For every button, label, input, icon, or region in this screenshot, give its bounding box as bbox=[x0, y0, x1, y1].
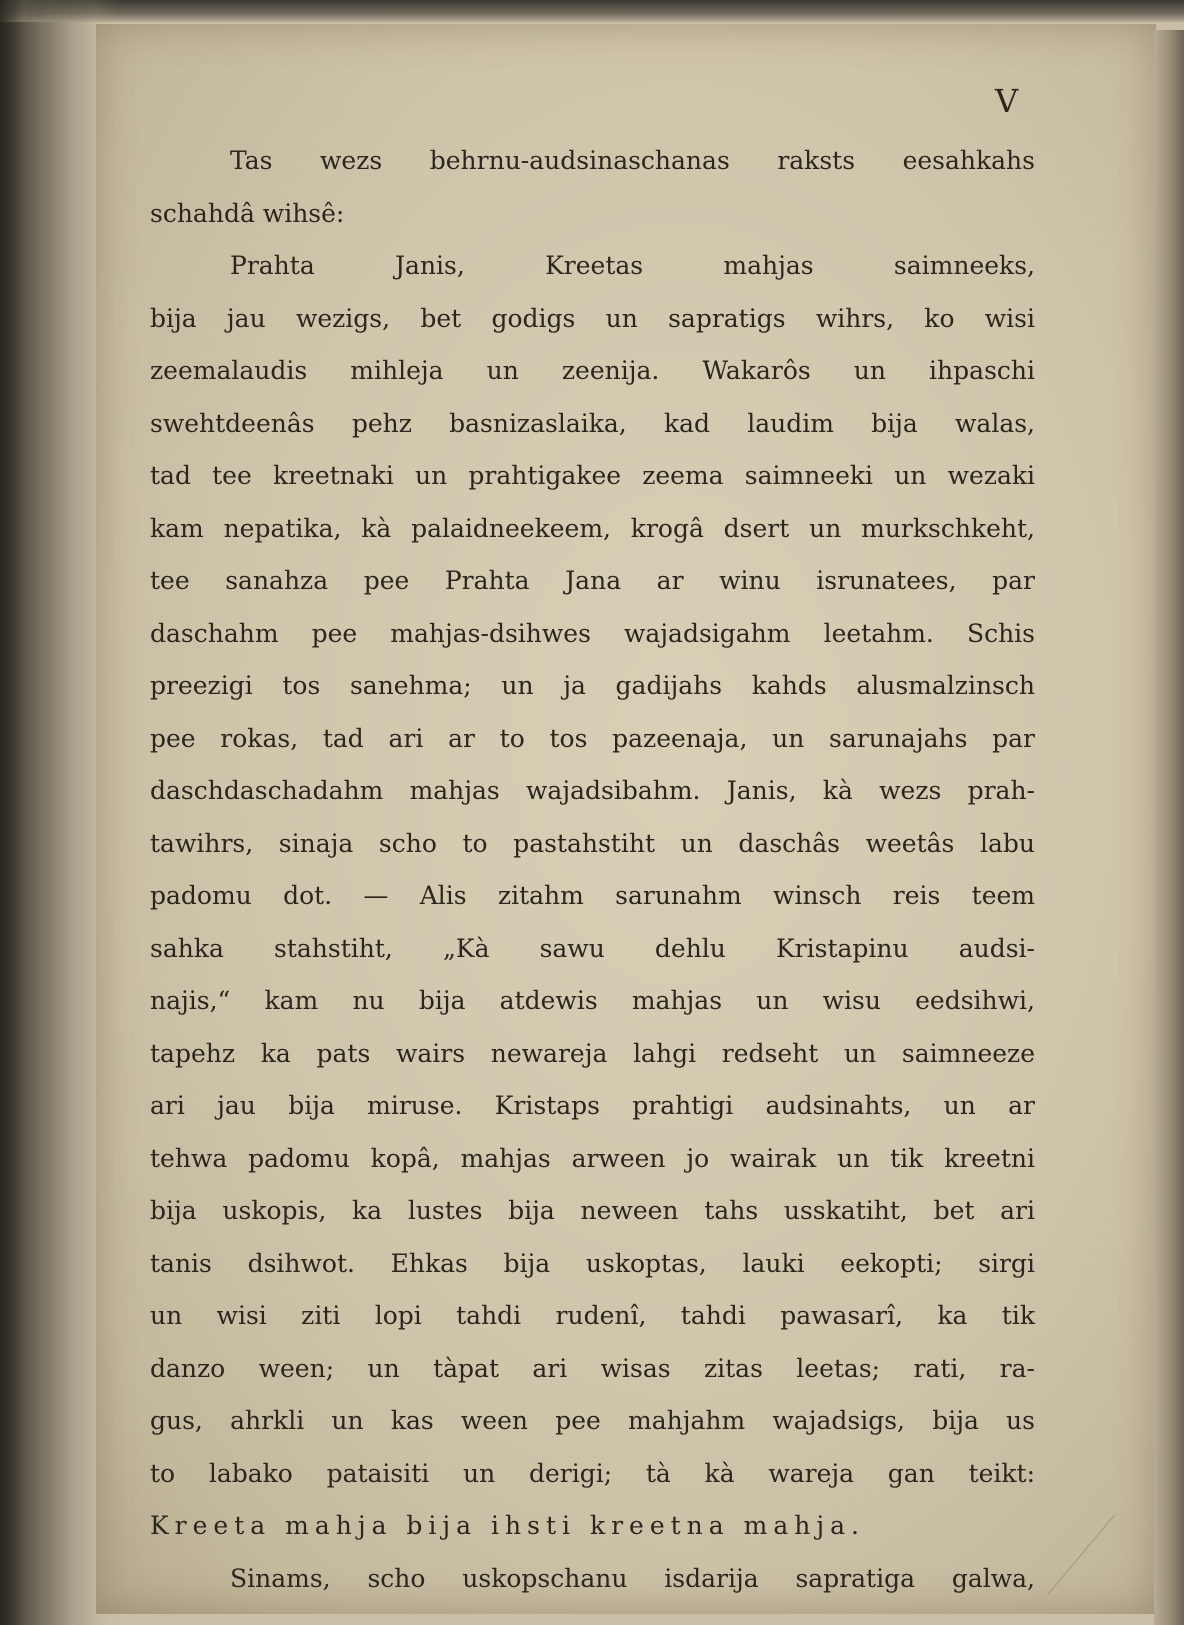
text-line: daschahm pee mahjas-dsihwes wajadsigahm leetahm. Schis bbox=[150, 618, 1035, 648]
text-line: un wisi ziti lopi tahdi rudenî, tahdi pawasarî, ka tik bbox=[150, 1301, 1035, 1330]
text-line: Sinams, scho uskopschanu isdarija sapratiga galwa, bbox=[230, 1563, 1035, 1593]
text-line: kam nepatika, kà palaidneekeem, krogâ dsert un murkschkeht, bbox=[150, 513, 1035, 543]
text-line: bija uskopis, ka lustes bija neween tahs usskatiht, bet ari bbox=[150, 1196, 1035, 1225]
body-text bbox=[150, 135, 1035, 1605]
text-line: tapehz ka pats wairs newareja lahgi redseht un saimneeze bbox=[150, 1038, 1035, 1068]
text-line: schahdâ wihsê: bbox=[150, 198, 345, 228]
text-line: danzo ween; un tàpat ari wisas zitas leetas; rati, ra- bbox=[150, 1353, 1035, 1383]
book-right-edge bbox=[1154, 30, 1184, 1625]
text-line: swehtdeenâs pehz basnizaslaika, kad laudim bija walas, bbox=[150, 408, 1035, 438]
text-line: padomu dot. — Alis zitahm sarunahm winsch reis teem bbox=[150, 881, 1035, 910]
text-line: Kreeta mahja bija ihsti kreetna mahja. bbox=[150, 1511, 865, 1540]
text-line: tanis dsihwot. Ehkas bija uskoptas, lauki eekopti; sirgi bbox=[150, 1248, 1035, 1278]
text-line: najis,“ kam nu bija atdewis mahjas un wisu eedsihwi, bbox=[150, 986, 1035, 1015]
text-line: preezigi tos sanehma; un ja gadijahs kahds alusmalzinsch bbox=[150, 671, 1035, 700]
binding-shadow bbox=[0, 0, 120, 1625]
page-number: V bbox=[995, 82, 1020, 120]
text-line: daschdaschadahm mahjas wajadsibahm. Janis, kà wezs prah- bbox=[150, 776, 1035, 805]
text-line: sahka stahstiht, „Kà sawu dehlu Kristapinu audsi- bbox=[150, 933, 1035, 963]
text-line: Prahta Janis, Kreetas mahjas saimneeks, bbox=[230, 251, 1035, 280]
text-line: gus, ahrkli un kas ween pee mahjahm wajadsigs, bija us bbox=[150, 1406, 1035, 1435]
text-line: ari jau bija miruse. Kristaps prahtigi audsinahts, un ar bbox=[150, 1091, 1035, 1120]
book-top-edge bbox=[0, 0, 1184, 22]
text-line: pee rokas, tad ari ar to tos pazeenaja, un sarunajahs par bbox=[150, 723, 1035, 753]
text-line: tawihrs, sinaja scho to pastahstiht un daschâs weetâs labu bbox=[150, 828, 1035, 858]
text-line: to labako pataisiti un derigi; tà kà wareja gan teikt: bbox=[150, 1458, 1035, 1488]
text-line: zeemalaudis mihleja un zeenija. Wakarôs un ihpaschi bbox=[150, 356, 1035, 385]
text-line: tee sanahza pee Prahta Jana ar winu isrunatees, par bbox=[150, 566, 1035, 595]
text-line: tehwa padomu kopâ, mahjas arween jo wairak un tik kreetni bbox=[150, 1143, 1035, 1173]
text-line: bija jau wezigs, bet godigs un sapratigs wihrs, ko wisi bbox=[150, 303, 1035, 333]
text-line: Tas wezs behrnu-audsinaschanas raksts eesahkahs bbox=[230, 146, 1035, 175]
text-line: tad tee kreetnaki un prahtigakee zeema saimneeki un wezaki bbox=[150, 461, 1035, 490]
